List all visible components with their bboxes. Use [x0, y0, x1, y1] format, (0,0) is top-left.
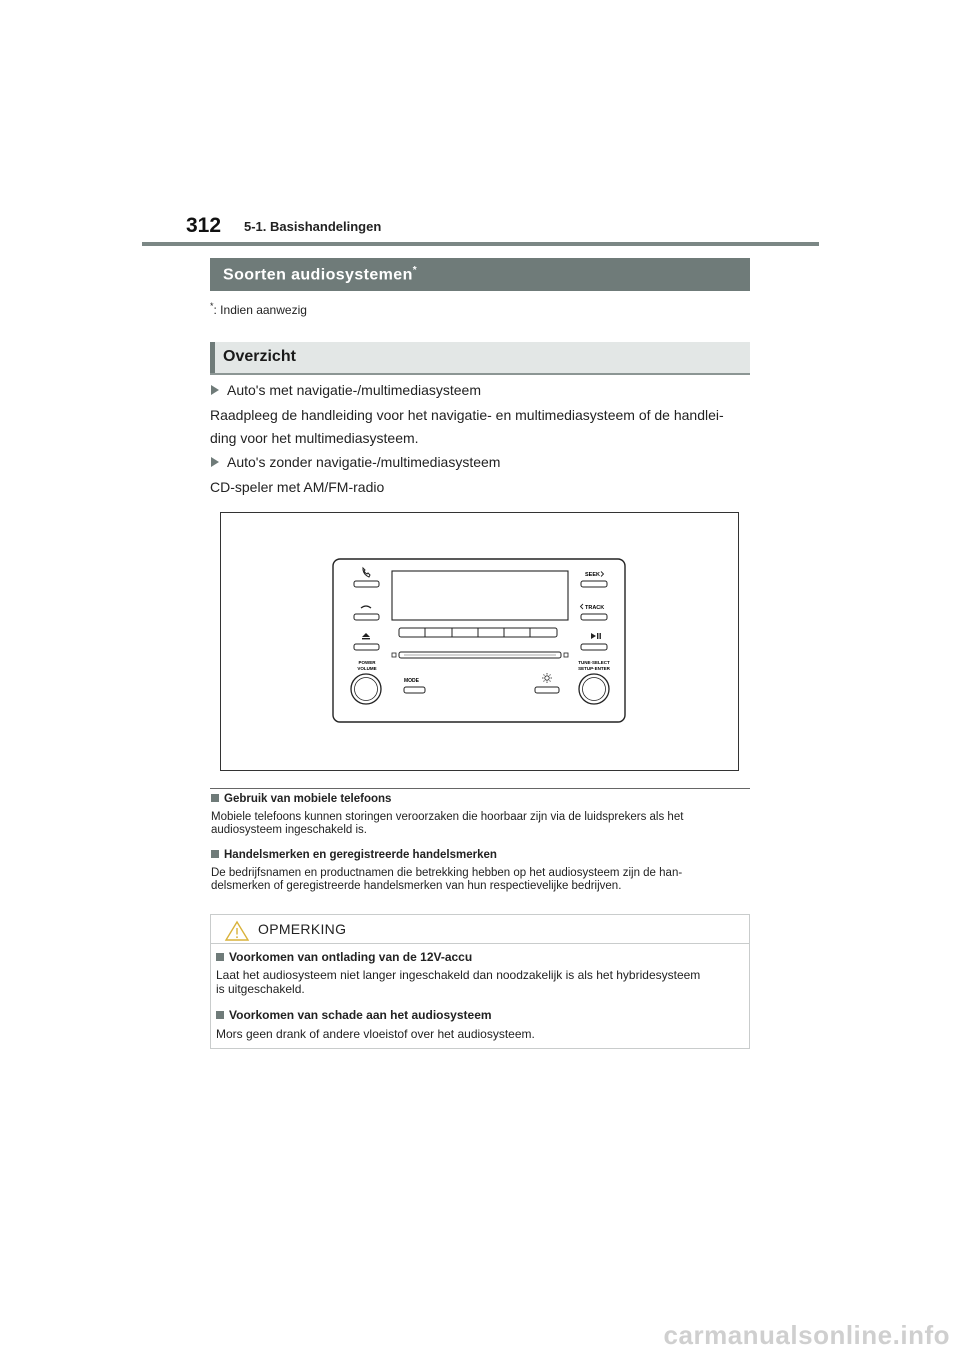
note-body-trademarks: [211, 867, 751, 893]
notice-line: Laat het audiosysteem niet langer ingeschakeld dan noodzakelijk is als het hybridesysteem: [216, 968, 701, 982]
list-item-navigation: [211, 382, 481, 398]
note-line: Mobiele telefoons kunnen storingen veroorzaken die hoorbaar zijn via de luidsprekers als het: [211, 811, 684, 823]
phone-pickup-button: [354, 581, 379, 587]
section-breadcrumb: 5-1. Basishandelingen: [244, 219, 382, 234]
triangle-bullet-icon: [211, 457, 219, 467]
list-item-text: Auto's met navigatie-/multimediasysteem: [227, 382, 481, 398]
illustration-divider: [210, 788, 750, 789]
notice-heading-text: Voorkomen van schade aan het audiosysteem: [229, 1008, 492, 1022]
note-heading-mobile: [211, 793, 391, 805]
eject-icon: [362, 633, 370, 639]
notice-divider: [211, 943, 749, 944]
note-line: audiosysteem ingeschakeld is.: [211, 824, 367, 836]
volume-label: VOLUME: [357, 666, 377, 671]
section-title-bar: [210, 258, 750, 291]
notice-heading-text: Voorkomen van ontlading van de 12V-accu: [229, 950, 473, 964]
tune-select-label: TUNE·SELECT: [578, 660, 610, 665]
phone-hangup-button: [354, 614, 379, 620]
notice-title: OPMERKING: [258, 921, 347, 937]
mode-button: [404, 687, 425, 693]
square-bullet-icon: [216, 953, 224, 961]
phone-hangup-icon: [361, 606, 371, 608]
square-bullet-icon: [211, 850, 219, 858]
warning-triangle-icon: [224, 920, 250, 942]
setup-enter-label: SETUP·ENTER: [578, 666, 610, 671]
power-volume-knob: [351, 674, 381, 704]
square-bullet-icon: [211, 794, 219, 802]
track-icon: [581, 604, 605, 611]
square-bullet-icon: [216, 1011, 224, 1019]
header-divider: [142, 242, 819, 246]
note-line: delsmerken of geregistreerde handelsmerken van hun respectievelijke bedrijven.: [211, 880, 622, 892]
notice-heading-battery: [216, 950, 472, 964]
display-screen: [392, 571, 568, 620]
play-pause-icon: [591, 633, 601, 639]
power-label: POWER: [358, 660, 376, 665]
triangle-bullet-icon: [211, 385, 219, 395]
watermark: carmanualsonline.info: [663, 1320, 950, 1350]
eject-button: [354, 644, 379, 650]
note-heading-text: Gebruik van mobiele telefoons: [224, 793, 392, 805]
mode-label: MODE: [404, 678, 419, 684]
paragraph-cd-player: CD-speler met AM/FM-radio: [210, 479, 385, 495]
tune-select-knob: [579, 674, 609, 704]
paragraph-line: ding voor het multimediasysteem.: [210, 430, 419, 446]
seek-label: SEEK: [585, 572, 600, 578]
subheading-title: Overzicht: [223, 348, 296, 365]
note-heading-text: Handelsmerken en geregistreerde handelsmerken: [224, 849, 497, 861]
audio-unit-drawing: [221, 513, 738, 770]
paragraph-line: Raadpleeg de handleiding voor het navigatie- en multimediasysteem of de handlei-: [210, 407, 724, 423]
phone-pickup-icon: [363, 568, 370, 577]
notice-body-damage: Mors geen drank of andere vloeistof over het audiosysteem.: [216, 1027, 535, 1041]
note-heading-trademarks: [211, 849, 497, 861]
subheading-bar: [210, 342, 750, 375]
footnote-marker: *: [412, 265, 418, 276]
list-item-text: Auto's zonder navigatie-/multimediasysteem: [227, 454, 501, 470]
paragraph-navigation: [210, 404, 755, 450]
page-number: 312: [186, 214, 222, 237]
seek-icon: [585, 572, 604, 579]
notice-line: is uitgeschakeld.: [216, 982, 305, 996]
play-pause-button: [581, 644, 607, 650]
note-line: De bedrijfsnamen en productnamen die betrekking hebben op het audiosysteem zijn de han-: [211, 867, 683, 879]
seek-button: [581, 581, 607, 587]
subheading-accent: [210, 342, 215, 373]
brightness-icon: [542, 673, 552, 683]
notice-body-battery: [216, 968, 744, 996]
footnote-marker-ref: *: [210, 301, 214, 311]
footnote: [210, 301, 307, 317]
section-title-text: Soorten audiosystemen: [223, 266, 413, 284]
notice-heading-damage: [216, 1008, 492, 1022]
list-item-no-navigation: [211, 454, 500, 470]
note-body-mobile: [211, 811, 751, 837]
audio-unit-illustration: [220, 512, 739, 771]
footnote-text: : Indien aanwezig: [213, 303, 307, 317]
track-label: TRACK: [585, 605, 605, 611]
track-button: [581, 614, 607, 620]
brightness-button: [535, 687, 559, 693]
section-title: [223, 265, 417, 284]
